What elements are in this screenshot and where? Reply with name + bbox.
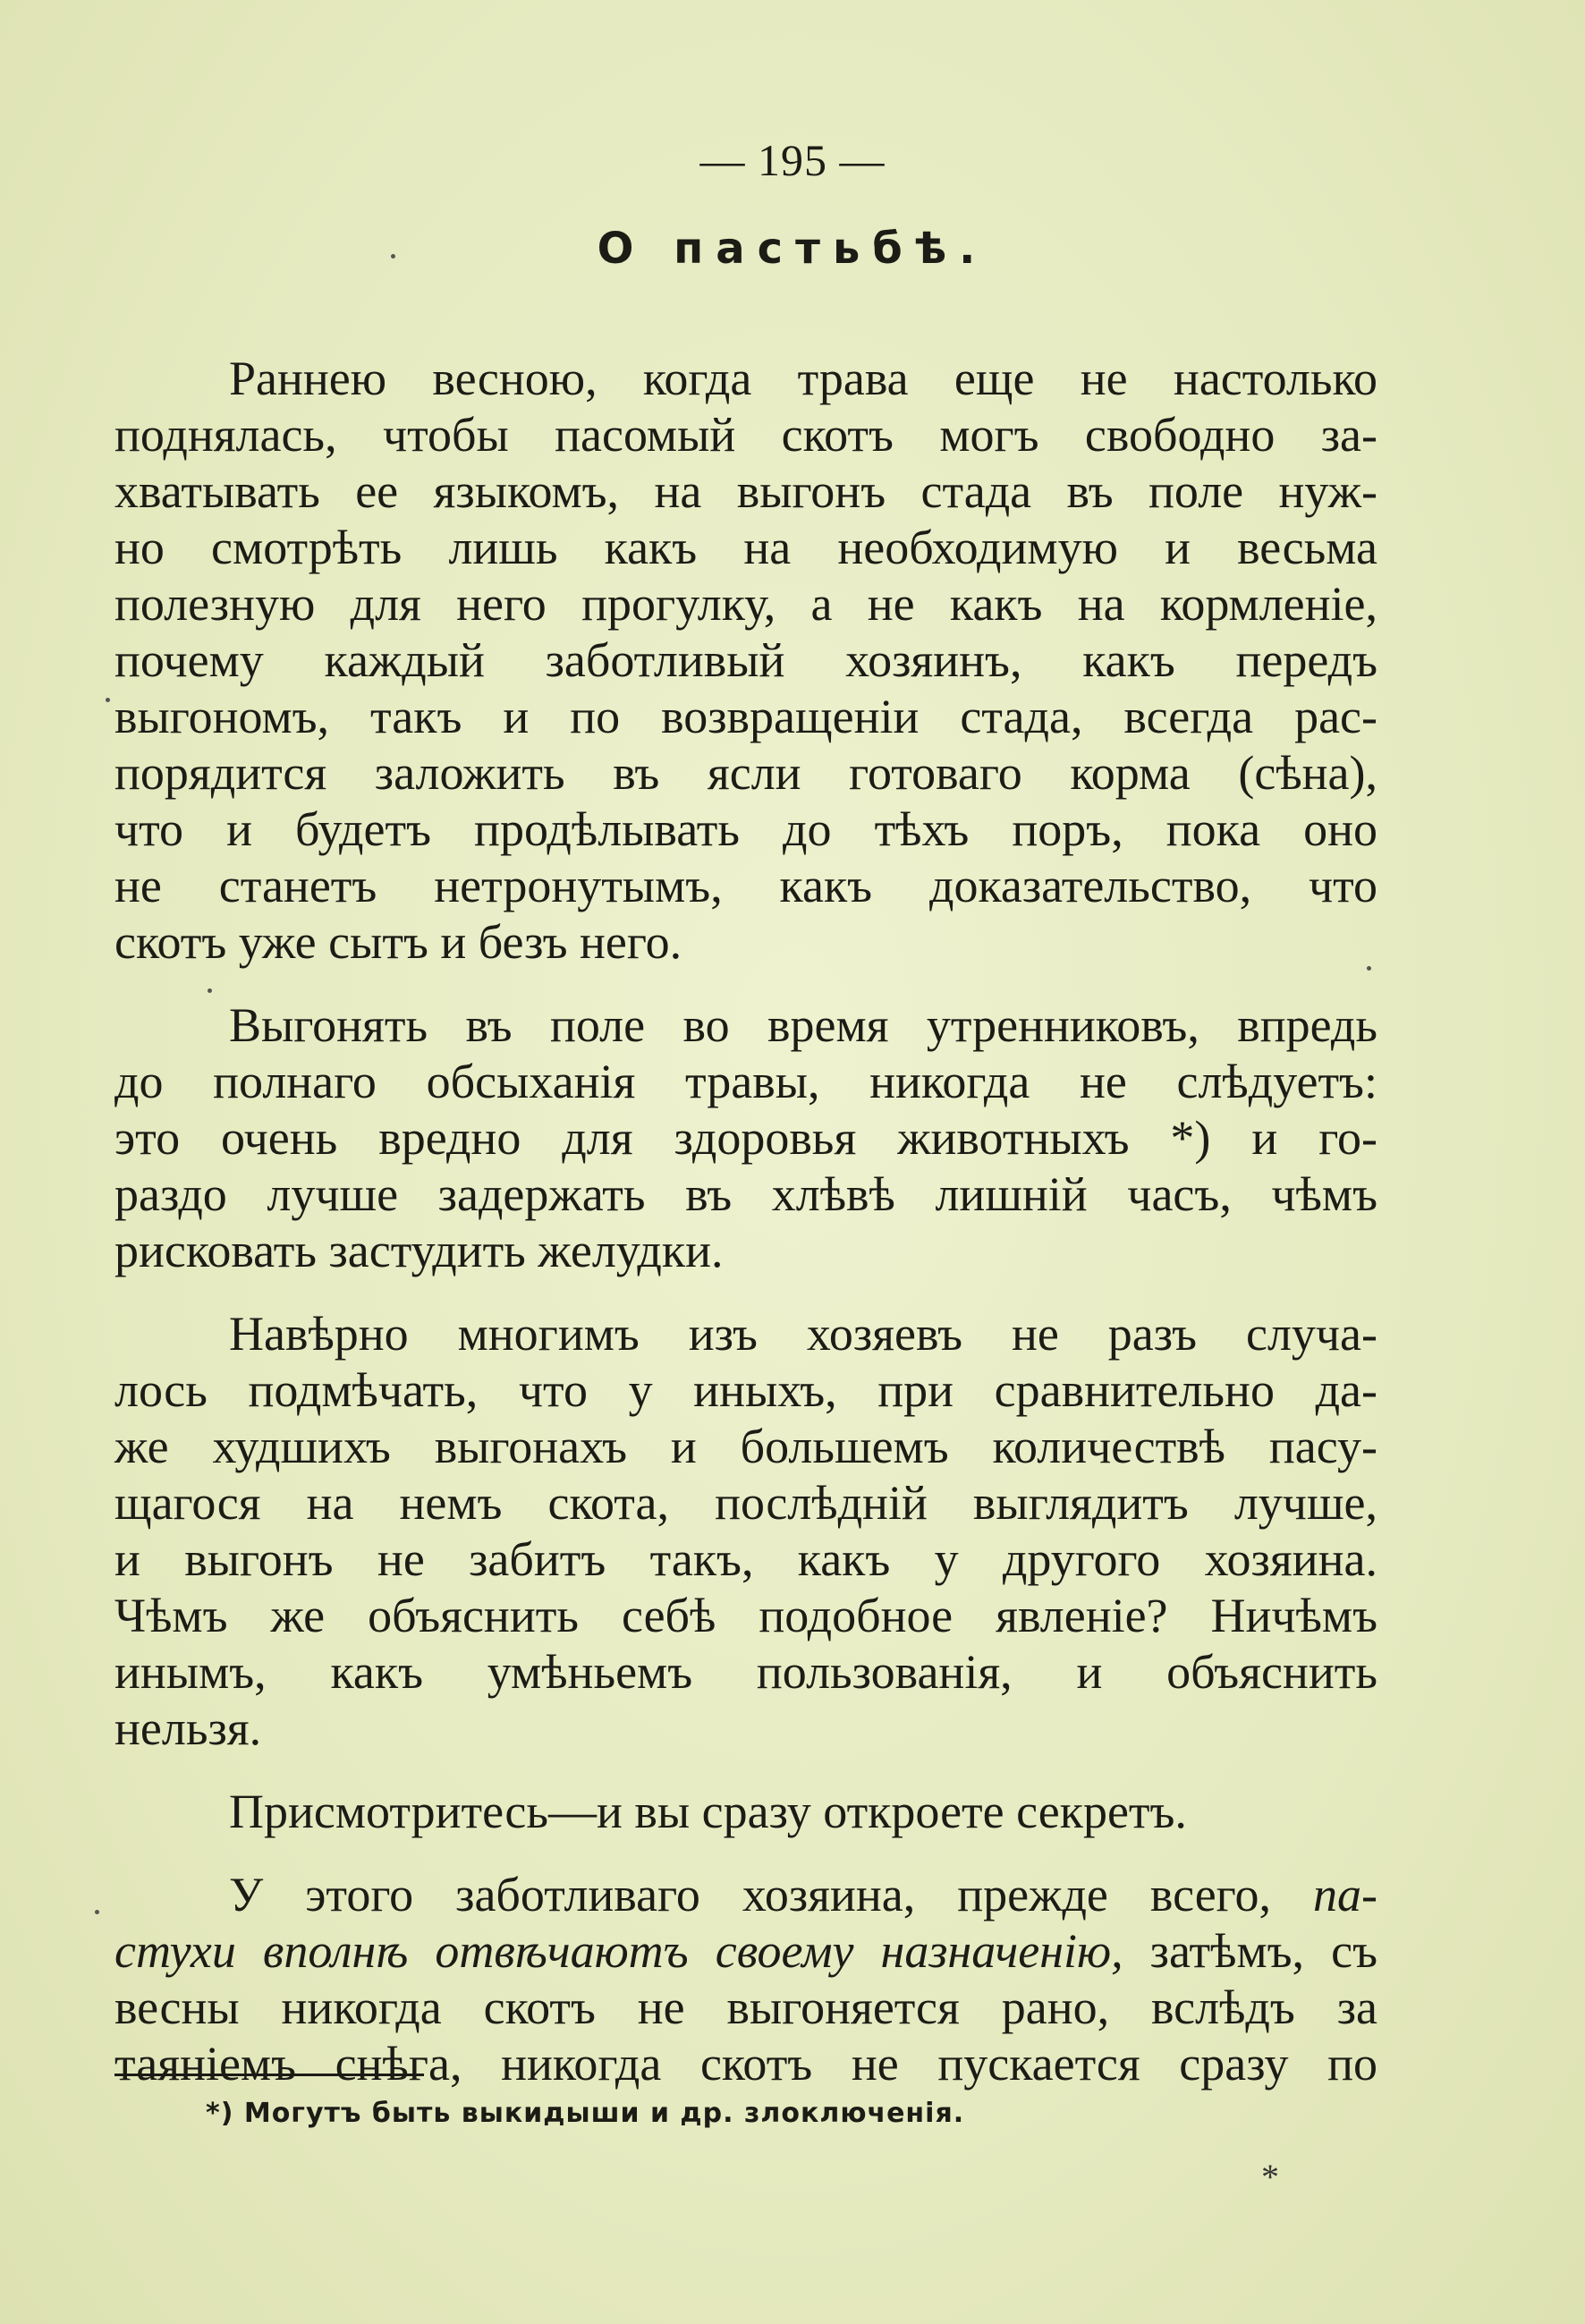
print-speck bbox=[208, 988, 212, 993]
text-line: полезную для него прогулку, а не какъ на кормленіе, bbox=[114, 577, 1377, 631]
print-speck bbox=[391, 254, 395, 259]
paragraph-1 bbox=[114, 351, 1377, 971]
text-line: инымъ, какъ умѣньемъ пользованія, и объяснить bbox=[114, 1645, 1377, 1699]
text-line: нельзя. bbox=[114, 1701, 262, 1755]
footnote: *) Могутъ быть выкидыши и др. злоключенія. bbox=[206, 2098, 965, 2129]
print-speck bbox=[1367, 966, 1371, 971]
text-line: рисковать застудить желудки. bbox=[114, 1224, 724, 1277]
text-line: Раннею весною, когда трава еще не настолько bbox=[229, 352, 1377, 405]
text-line: это очень вредно для здоровья животныхъ *) и го- bbox=[114, 1111, 1377, 1165]
print-speck bbox=[95, 1910, 99, 1914]
text-run: У этого заботливаго хозяина, прежде всего, bbox=[229, 1868, 1314, 1921]
text-line: до полнаго обсыханія травы, никогда не слѣдуетъ: bbox=[114, 1055, 1377, 1108]
page-title: О пастьбѣ. bbox=[597, 224, 988, 274]
text-line: хватывать ее языкомъ, на выгонъ стада въ поле нуж- bbox=[114, 464, 1377, 518]
text-line: не станетъ нетронутымъ, какъ доказательство, что bbox=[114, 859, 1377, 912]
text-line: Присмотритесь—и вы сразу откроете секретъ. bbox=[229, 1785, 1187, 1838]
text-line: но смотрѣть лишь какъ на необходимую и весьма bbox=[114, 521, 1377, 574]
text-line: порядится заложить въ ясли готоваго корма (сѣна), bbox=[114, 746, 1377, 800]
ornament-mark: * bbox=[1261, 2157, 1279, 2197]
text-line: почему каждый заботливый хозяинъ, какъ передъ bbox=[114, 633, 1377, 687]
paragraph-4 bbox=[114, 1784, 1377, 1840]
italic-text: стухи вполнѣ отвѣчаютъ своему назначенію, bbox=[114, 1924, 1123, 1978]
text-line: Чѣмъ же объяснить себѣ подобное явленіе? Ничѣмъ bbox=[114, 1589, 1377, 1642]
text-line: Навѣрно многимъ изъ хозяевъ не разъ случа- bbox=[229, 1307, 1377, 1361]
text-line: раздо лучше задержать въ хлѣвѣ лишній часъ, чѣмъ bbox=[114, 1167, 1377, 1221]
text-line: поднялась, чтобы пасомый скотъ могъ свободно за- bbox=[114, 408, 1377, 462]
text-line: щагося на немъ скота, послѣдній выглядитъ лучше, bbox=[114, 1476, 1377, 1530]
body-text bbox=[114, 351, 1377, 2119]
text-line: таяніемъ снѣга, никогда скотъ не пускается сразу по bbox=[114, 2037, 1377, 2091]
print-speck bbox=[106, 698, 110, 702]
paragraph-2 bbox=[114, 997, 1377, 1279]
text-line: и выгонъ не забитъ такъ, какъ у другого хозяина. bbox=[114, 1532, 1377, 1586]
italic-text: па- bbox=[1313, 1868, 1377, 1921]
paragraph-3 bbox=[114, 1306, 1377, 1757]
paragraph-5 bbox=[114, 1867, 1377, 2092]
text-line: же худшихъ выгонахъ и большемъ количествѣ пасу- bbox=[114, 1420, 1377, 1473]
footnote-divider bbox=[114, 2074, 424, 2076]
text-line: Выгонять въ поле во время утренниковъ, впредь bbox=[229, 998, 1377, 1052]
text-line bbox=[114, 1867, 1377, 1923]
text-run: затѣмъ, съ bbox=[1123, 1924, 1377, 1978]
page-number: — 195 — bbox=[699, 135, 886, 185]
text-line bbox=[114, 1923, 1377, 1980]
text-line: лось подмѣчать, что у иныхъ, при сравнительно да- bbox=[114, 1363, 1377, 1417]
text-line: скотъ уже сытъ и безъ него. bbox=[114, 915, 682, 969]
text-line: весны никогда скотъ не выгоняется рано, вслѣдъ за bbox=[114, 1980, 1377, 2034]
text-line: что и будетъ продѣлывать до тѣхъ поръ, пока оно bbox=[114, 802, 1377, 856]
text-line: выгономъ, такъ и по возвращеніи стада, всегда рас- bbox=[114, 690, 1377, 743]
